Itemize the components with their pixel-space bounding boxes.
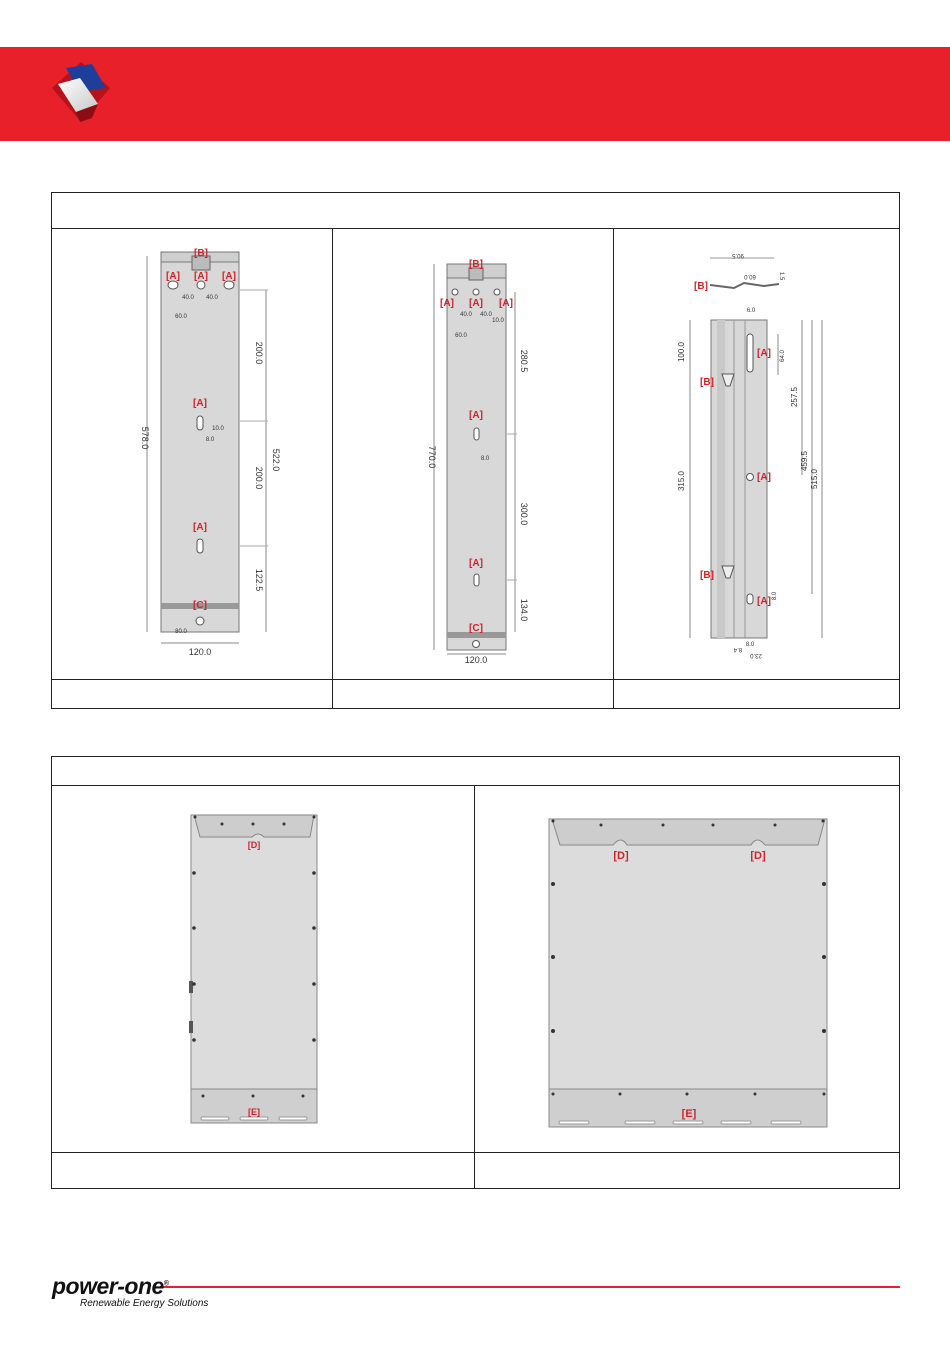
label-b: [B] [694,281,708,292]
header-banner [0,47,950,141]
label-a: [A] [440,298,454,309]
section2-title [52,757,899,786]
label-b: [B] [700,377,714,388]
dim-text: 10.0 [492,318,504,324]
label-a: [A] [193,398,207,409]
dim-text: 90.5 [732,252,744,258]
dim-text: 257.5 [790,386,799,408]
dim-text: 100.0 [677,341,686,363]
label-e: [E] [681,1108,697,1120]
drawing-panel-3 [614,228,900,681]
dim-text: 8.4 [733,646,743,652]
dim-height: 770.0 [427,445,437,469]
drawing-panel-2 [333,228,614,681]
dim-text: 23.0 [750,652,762,658]
dim-text: 40.0 [206,295,218,301]
bracket-drawing-1 [52,228,333,681]
section1-caption-row [52,679,899,708]
dim-text: 280.5 [519,349,529,373]
label-a: [A] [757,472,771,483]
enclosure-panel-2 [475,785,900,1154]
label-a: [A] [193,522,207,533]
label-b: [B] [194,248,208,259]
dim-text: 300.0 [519,502,529,526]
dim-text: 1.5 [778,271,784,281]
dim-text: 40.0 [460,312,472,318]
dim-text: 10.0 [212,426,224,432]
dim-text: 522.0 [271,448,281,472]
label-a: [A] [757,596,771,607]
dim-text: 122.5 [254,568,264,592]
section2-box [51,756,900,1189]
dim-text: 64.0 [780,350,786,362]
enclosure-drawing-1 [52,785,475,1154]
enclosure-drawing-2 [475,785,900,1154]
dim-text: 134.0 [519,598,529,622]
dim-text: 60.0 [744,273,756,279]
dim-text: 200.0 [254,341,264,365]
dim-text: 315.0 [677,470,686,492]
dim-width: 120.0 [464,655,488,665]
section1-box [51,192,900,709]
label-c: [C] [469,623,483,634]
dim-text: 8.0 [480,456,490,462]
label-a: [A] [194,271,208,282]
label-d: [D] [613,850,629,862]
enclosure-panel-1 [52,785,475,1154]
dim-text: 60.0 [455,333,467,339]
footer-rule [160,1286,900,1288]
section2-caption-row [52,1152,899,1188]
label-c: [C] [193,600,207,611]
label-d: [D] [247,840,261,850]
dim-text: 8.0 [745,642,755,648]
drawing-panel-1 [52,228,333,681]
dim-text: 459.5 [800,450,809,472]
bracket-drawing-2 [333,228,614,681]
dim-text: 200.0 [254,466,264,490]
label-a: [A] [499,298,513,309]
power-one-cube-logo [46,58,116,128]
label-a: [A] [166,271,180,282]
section1-title [52,193,899,229]
label-a: [A] [222,271,236,282]
label-b: [B] [469,259,483,270]
dim-width: 120.0 [188,647,212,657]
label-d: [D] [750,850,766,862]
dim-text: 6.0 [746,308,756,314]
label-a: [A] [469,298,483,309]
dim-text: 8.0 [205,437,215,443]
label-a: [A] [757,348,771,359]
label-a: [A] [469,410,483,421]
brand-name: power-one [52,1273,164,1299]
dim-text: 40.0 [182,295,194,301]
dim-text: 8.0 [772,591,778,601]
dim-text: 515.0 [810,468,819,490]
dim-height: 578.0 [140,426,150,450]
registered-mark: ® [163,1280,169,1288]
label-e: [E] [248,1107,260,1117]
label-b: [B] [700,570,714,581]
dim-text: 60.0 [175,314,187,320]
brand-logo-text [52,1273,168,1300]
bracket-drawing-3 [614,228,900,681]
brand-tagline: Renewable Energy Solutions [80,1298,209,1309]
label-a: [A] [469,558,483,569]
dim-text: 80.0 [175,629,187,635]
dim-text: 40.0 [480,312,492,318]
